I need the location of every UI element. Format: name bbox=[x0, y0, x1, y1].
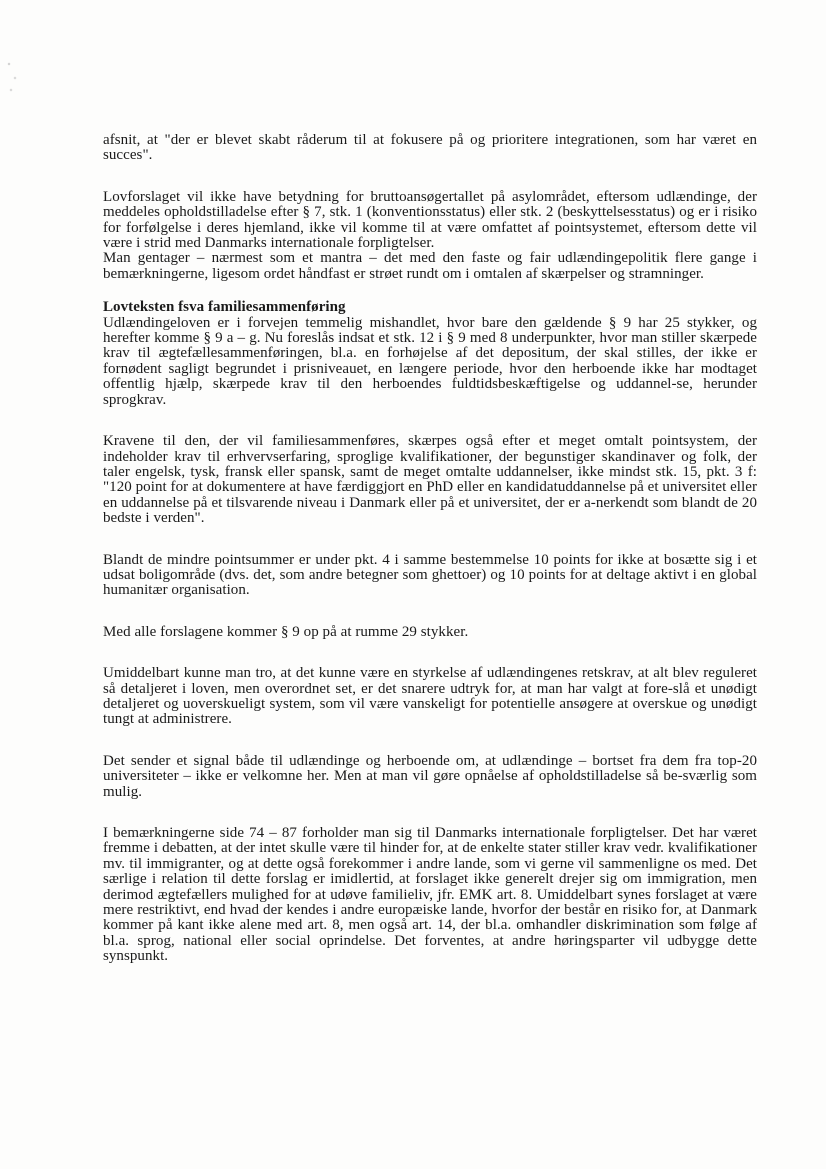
paragraph: Umiddelbart kunne man tro, at det kunne være en styrkelse af udlændingenes retskrav, at alt blev reguleret så detaljeret i loven, men overordnet set, er det snarere udtryk for, at man har valgt at fore-slå et unødigt detaljeret og uoverskueligt system, som vil være vanskeligt for potentielle ansøgere at overskue og unødigt tungt at administrere. bbox=[103, 665, 757, 728]
paragraph: Med alle forslagene kommer § 9 op på at rumme 29 stykker. bbox=[103, 623, 469, 640]
paragraph: Det sender et signal både til udlændinge og herboende om, at udlændinge – bortset fra dem fra top-20 universiteter – ikke er velkomne her. Men at man vil gøre opnåelse af opholdstilladelse så be-sværlig som mulig. bbox=[103, 752, 757, 800]
paragraph: afsnit, at "der er blevet skabt råderum til at fokusere på og prioritere integrationen, som har været en succes". bbox=[103, 132, 757, 164]
paragraph: Kravene til den, der vil familiesammenføres, skærpes også efter et meget omtalt pointsystem, der indeholder krav til erhvervserfaring, sproglige kvalifikationer, der begunstiger skandinaver og folk, der taler engelsk, tysk, fransk eller spansk, samt de meget omtalte uddannelser, ikke mindst stk. 15, pkt. 3 f: "120 point for at dokumentere at have færdiggjort en PhD eller en kandidatuddannelse på et universitet eller en uddannelse på et tilsvarende niveau i Danmark eller på et universitet, der er a-nerkendt som blandt de 20 bedste i verden". bbox=[103, 433, 757, 527]
paragraph: Udlændingeloven er i forvejen temmelig mishandlet, hvor bare den gældende § 9 har 25 stykker, og herefter komme § 9 a – g. Nu foreslås indsat et stk. 12 i § 9 med 8 underpunkter, hvor man stiller skærpede krav til ægtefællesammenføringen, bl.a. en forhøjelse af det depositum, der skal stilles, der ikke er fornødent sagligt begrundet i prisniveauet, en længere periode, hvor den herboende ikke har modtaget offentlig hjælp, skærpede krav til den herboendes fuldtidsbeskæftigelse og uddannel-se, herunder sprogkrav. bbox=[103, 314, 757, 408]
document-body bbox=[103, 133, 757, 965]
paragraph: Man gentager – nærmest som et mantra – det med den faste og fair udlændingepolitik flere gange i bemærkningerne, ligesom ordet håndfast er strøet rundt om i omtalen af skærpelser og stramninger. bbox=[103, 250, 757, 282]
section-heading: Lovteksten fsva familiesammenføring bbox=[103, 299, 346, 316]
paragraph: I bemærkningerne side 74 – 87 forholder man sig til Danmarks internationale forpligtelser. Det har været fremme i debatten, at der intet skulle være til hinder for, at de enkelte stater stiller krav vedr. kvalifikationer mv. til immigranter, og at dette også forekommer i andre lande, som vi gerne vil sammenligne os med. Det særlige i relation til dette forslag er imidlertid, at forslaget ikke generelt drejer sig om immigration, men derimod ægtefællers mulighed for at udøve familieliv, jfr. EMK art. 8. Umiddelbart synes forslaget at være mere restriktivt, end hvad der kendes i andre europæiske lande, hvorfor der består en risiko for, at Danmark kommer på kant ikke alene med art. 8, men også art. 14, der bl.a. omhandler diskrimination som følge af bl.a. sprog, national eller social oprindelse. Det forventes, at andre høringsparter vil udbygge dette synspunkt. bbox=[103, 825, 757, 965]
paragraph: Blandt de mindre pointsummer er under pkt. 4 i samme bestemmelse 10 points for ikke at bosætte sig i et udsat boligområde (dvs. det, som andre betegner som ghettoer) og 10 points for at deltage aktivt i en global humanitær organisation. bbox=[103, 551, 757, 599]
scan-artifact bbox=[6, 60, 20, 100]
paragraph: Lovforslaget vil ikke have betydning for bruttoansøgertallet på asylområdet, eftersom udlændinge, der meddeles opholdstilladelse efter § 7, stk. 1 (konventionsstatus) eller stk. 2 (beskyttelsesstatus) og er i risiko for forfølgelse i deres hjemland, ikke vil komme til at være omfattet af pointsystemet, eftersom dette vil være i strid med Danmarks internationale forpligtelser. bbox=[103, 188, 757, 252]
